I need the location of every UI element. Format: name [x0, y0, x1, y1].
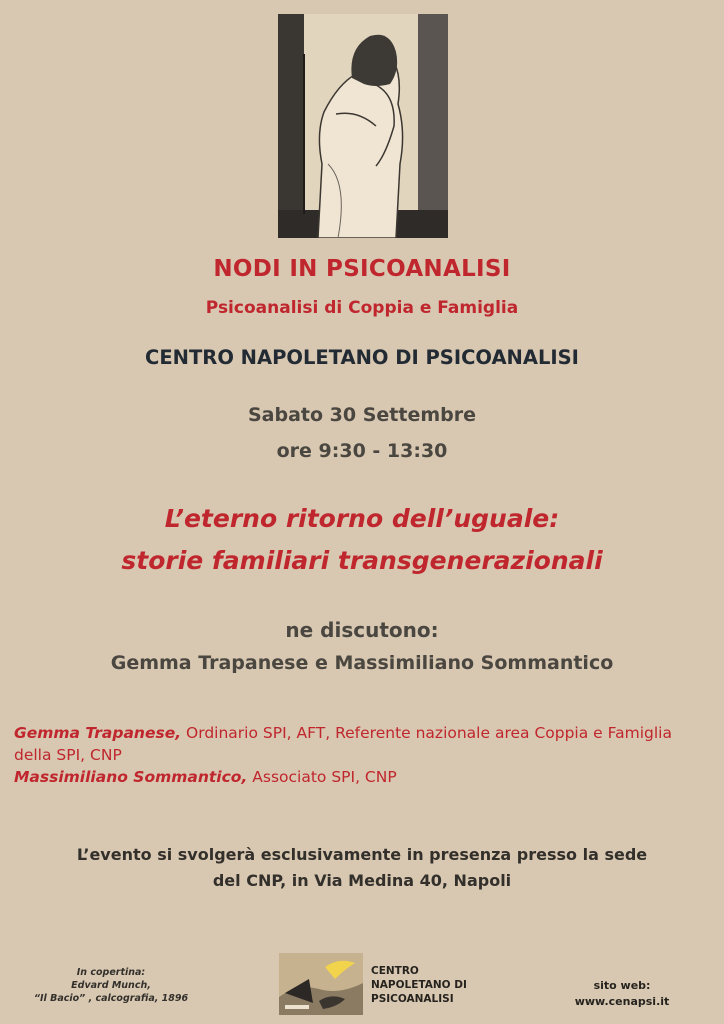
speaker-bio-name: Gemma Trapanese, [14, 724, 182, 742]
cover-credit [16, 966, 206, 1005]
discussion-speakers: Gemma Trapanese e Massimiliano Sommantico [110, 652, 614, 674]
discussion-heading: ne discutono: [285, 618, 439, 642]
event-time: ore 9:30 - 13:30 [276, 440, 448, 462]
website-url[interactable]: www.cenapsi.it [574, 995, 670, 1008]
speaker-bio [14, 722, 714, 766]
speaker-bio [14, 766, 714, 788]
website-label: sito web: [593, 979, 651, 992]
cover-credit-label: In copertina: [76, 967, 146, 978]
logo-text-line-3: PSICOANALISI [371, 993, 454, 1005]
speaker-bio-name: Massimiliano Sommantico, [14, 768, 248, 786]
series-title: NODI IN PSICOANALISI [213, 256, 511, 282]
website-info [552, 978, 692, 1010]
cover-credit-work: “Il Bacio” , calcografia, 1896 [33, 993, 189, 1004]
venue-line-1: L’evento si svolgerà esclusivamente in presenza presso la sede [76, 845, 648, 864]
cover-artwork-image [278, 14, 448, 238]
venue-info [30, 842, 694, 894]
event-title-line-1: L’eterno ritorno dell’uguale: [164, 504, 560, 533]
series-subtitle: Psicoanalisi di Coppia e Famiglia [205, 298, 519, 318]
cnp-logo-icon [279, 953, 363, 1015]
venue-line-2: del CNP, in Via Medina 40, Napoli [212, 871, 512, 890]
logo-text-line-1: CENTRO [371, 965, 419, 977]
cover-credit-artist: Edvard Munch, [71, 980, 151, 991]
logo-text-line-2: NAPOLETANO DI [371, 979, 467, 991]
speaker-bios [14, 722, 714, 788]
cnp-logo-text [371, 964, 491, 1006]
organizer-name: CENTRO NAPOLETANO DI PSICOANALISI [145, 346, 579, 369]
event-date: Sabato 30 Settembre [247, 404, 476, 426]
event-title-line-2: storie familiari transgenerazionali [121, 546, 603, 575]
speaker-bio-role: Ordinario SPI, AFT, Referente nazionale area Coppia e Famiglia della SPI, CNP [14, 724, 672, 764]
speaker-bio-role: Associato SPI, CNP [247, 768, 397, 786]
